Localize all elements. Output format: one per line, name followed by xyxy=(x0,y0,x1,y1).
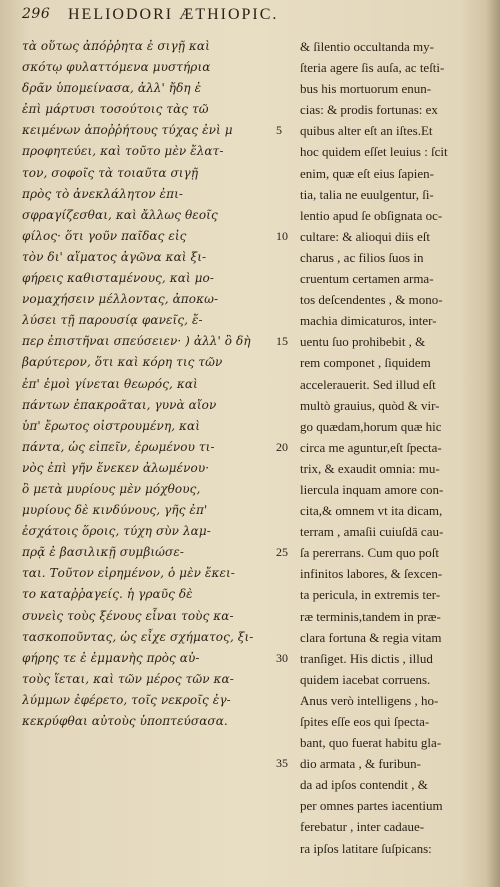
latin-text-line: tos deſcendentes , & mono- xyxy=(300,292,443,308)
greek-text-line: ὑπ' ἔρωτος οἰστρουμένη, καὶ xyxy=(22,418,201,433)
greek-text-line: προφητεύει, καὶ τοῦτο μὲν ἔλατ- xyxy=(22,144,224,159)
latin-text-line: multò grauius, quòd & vir- xyxy=(300,397,440,413)
latin-text-line: bus his mortuorum enun- xyxy=(300,81,432,97)
greek-text-line: ἐπὶ μάρτυσι τοσούτοις τὰς τῶ xyxy=(22,102,209,117)
line-number: 5 xyxy=(276,123,282,138)
greek-text-line: τοὺς ἵεται, καὶ τῶν μέρος τῶν κα- xyxy=(22,671,234,686)
greek-text-line: βαρύτερον, ὅτι καὶ κόρη τις τῶν xyxy=(22,355,223,370)
latin-text-line: cultare: & alioqui diis eſt xyxy=(300,228,430,244)
greek-text-line: μυρίους δὲ κινδύνους, γῆς ἐπ' xyxy=(22,503,208,518)
latin-text-line: clara fortuna & regia vitam xyxy=(300,629,442,645)
greek-text-line: τὸν δι' αἵματος ἀγῶνα καὶ ξι- xyxy=(22,249,207,264)
greek-text-line: περ ἐπιστῆναι σπεύσειεν· ) ἀλλ' ὃ δὴ xyxy=(22,334,251,349)
greek-text-line: κειμένων ἀποῤῥήτους τύχας ἐνὶ μ xyxy=(22,123,233,138)
greek-text-line: πάντων ἐπακροᾶται, γυνὰ αἴον xyxy=(22,397,217,412)
page-header xyxy=(22,6,482,30)
latin-text-line: & ſilentio occultanda my- xyxy=(300,39,434,54)
greek-text-line: πρᾷ ἐ βασιλικῇ συμβιώσε- xyxy=(22,545,185,560)
line-number: 30 xyxy=(276,650,288,665)
line-number: 25 xyxy=(276,545,288,560)
greek-text-line: τον, σοφοῖς τὰ τοιαῦτα σιγῇ xyxy=(22,165,199,180)
latin-text-line: rem componet , ſiquidem xyxy=(300,355,431,371)
latin-text-line: cruentum certamen arma- xyxy=(300,271,434,287)
greek-text-line: δρᾶν ὑπομείνασα, ἀλλ' ἤδη ἐ xyxy=(22,81,202,96)
latin-text-line: bant, quo fuerat habitu gla- xyxy=(300,735,442,751)
latin-text-line: ra ipſos latitare ſuſpicans: xyxy=(300,840,432,856)
latin-text-line: charus , ac filios ſuos in xyxy=(300,249,424,265)
page-edge-shadow xyxy=(486,0,500,887)
greek-text-column xyxy=(22,36,268,732)
latin-text-line: ſteria agere ſis auſa, ac teſti- xyxy=(300,60,445,76)
latin-text-line: hoc quidem eſſet leuius : ſcit xyxy=(300,144,448,160)
greek-text-line: σφραγίζεσθαι, καὶ ἄλλως θεοῖς xyxy=(22,207,218,222)
latin-text-line: ta pericula, in extremis ter- xyxy=(300,587,441,603)
latin-text-line: ræ terminis,tandem in præ- xyxy=(300,608,441,624)
latin-text-line: ferebatur , inter cadaue- xyxy=(300,819,425,835)
latin-text-line: uentu ſuo prohibebit , & xyxy=(300,334,426,350)
running-title: HELIODORI ÆTHIOPIC. xyxy=(68,6,279,23)
latin-text-line: cias: & prodis fortunas: ex xyxy=(300,102,438,118)
latin-text-line: per omnes partes iacentium xyxy=(300,798,443,814)
greek-text-line: νομαχήσειν μέλλοντας, ἀποκω- xyxy=(22,292,219,307)
greek-text-line: πάντα, ὡς εἰπεῖν, ἐρωμένου τι- xyxy=(22,439,215,454)
line-number-column xyxy=(276,36,298,856)
greek-text-line: φήρης τε ἐ ἐμμανὴς πρὸς αὐ- xyxy=(22,650,200,665)
latin-text-line: go quædam,horum quæ hic xyxy=(300,418,442,434)
latin-text-line: trix, & exaudit omnia: mu- xyxy=(300,460,440,476)
latin-text-line: infinitos labores, & ſexcen- xyxy=(300,566,443,582)
latin-text-line: lentio apud ſe obſignata oc- xyxy=(300,207,443,223)
latin-text-line: liercula inquam amore con- xyxy=(300,481,444,497)
latin-text-line: da ad ipſos contendit , & xyxy=(300,777,428,793)
latin-text-line: accelerauerit. Sed illud eſt xyxy=(300,376,436,392)
greek-text-line: ἐπ' ἐμοὶ γίνεται θεωρός, καὶ xyxy=(22,376,198,391)
latin-text-line: ſa pererrans. Cum quo poſt xyxy=(300,545,439,561)
line-number: 20 xyxy=(276,439,288,454)
greek-text-line: νὸς ἐπὶ γῆν ἕνεκεν ἀλωμένου· xyxy=(22,460,210,475)
greek-text-line: τασκοποῦντας, ὡς εἶχε σχήματος, ξι- xyxy=(22,629,254,644)
greek-text-line: λύσει τῇ παρουσίᾳ φανεῖς, ἔ- xyxy=(22,313,203,328)
latin-text-line: cita,& omnem vt ita dicam, xyxy=(300,503,443,519)
greek-text-line: τὰ οὕτως ἀπόῤῥητα ἐ σιγῇ καὶ xyxy=(22,39,210,53)
latin-text-line: quidem iacebat corruens. xyxy=(300,671,431,687)
line-number: 15 xyxy=(276,334,288,349)
greek-text-line: συνεὶς τοὺς ξένους εἶναι τοὺς κα- xyxy=(22,608,234,623)
latin-text-line: circa me aguntur,eſt ſpecta- xyxy=(300,439,442,455)
greek-text-line: σκότῳ φυλαττόμενα μυστήρια xyxy=(22,60,211,75)
page-number: 296 xyxy=(22,6,51,22)
greek-text-line: φίλος· ὅτι γοῦν παῖδας εἰς xyxy=(22,228,187,243)
greek-text-line: πρὸς τὸ ἀνεκλάλητον ἐπι- xyxy=(22,186,184,201)
greek-text-line: το καταῤῥαγείς. ἡ γραῦς δὲ xyxy=(22,587,193,602)
greek-text-line: ται. Τοῦτον εἰρημένον, ὁ μὲν ἔκει- xyxy=(22,566,235,581)
latin-text-line: enim, quæ eſt eius ſapien- xyxy=(300,165,434,181)
line-number: 35 xyxy=(276,756,288,771)
greek-text-line: ὃ μετὰ μυρίους μὲν μόχθους, xyxy=(22,481,201,496)
greek-text-line: λύμμων ἐφέρετο, τοῖς νεκροῖς ἐγ- xyxy=(22,692,231,707)
greek-text-line: κεκρύφθαι αὐτοὺς ὑποπτεύσασα. xyxy=(22,714,228,728)
latin-text-column xyxy=(300,36,490,859)
greek-text-line: φήρεις καθισταμένους, καὶ μο- xyxy=(22,271,215,286)
greek-text-line: ἐσχάτοις ὅροις, τύχη σὺν λαμ- xyxy=(22,524,211,539)
latin-text-line: ſpites eſſe eos qui ſpecta- xyxy=(300,714,430,729)
latin-text-line: dio armata , & furibun- xyxy=(300,756,421,772)
latin-text-line: machia dimicaturos, inter- xyxy=(300,313,437,329)
latin-text-line: tia, talia ne euulgentur, ſi- xyxy=(300,186,434,202)
latin-text-line: Anus verò intelligens , ho- xyxy=(300,692,439,708)
line-number: 10 xyxy=(276,228,288,243)
latin-text-line: tranſiget. His dictis , illud xyxy=(300,650,433,666)
latin-text-line: quibus alter eſt an iſtes.Et xyxy=(300,123,433,139)
latin-text-line: terram , amaſii cuiuſdā cau- xyxy=(300,524,444,540)
